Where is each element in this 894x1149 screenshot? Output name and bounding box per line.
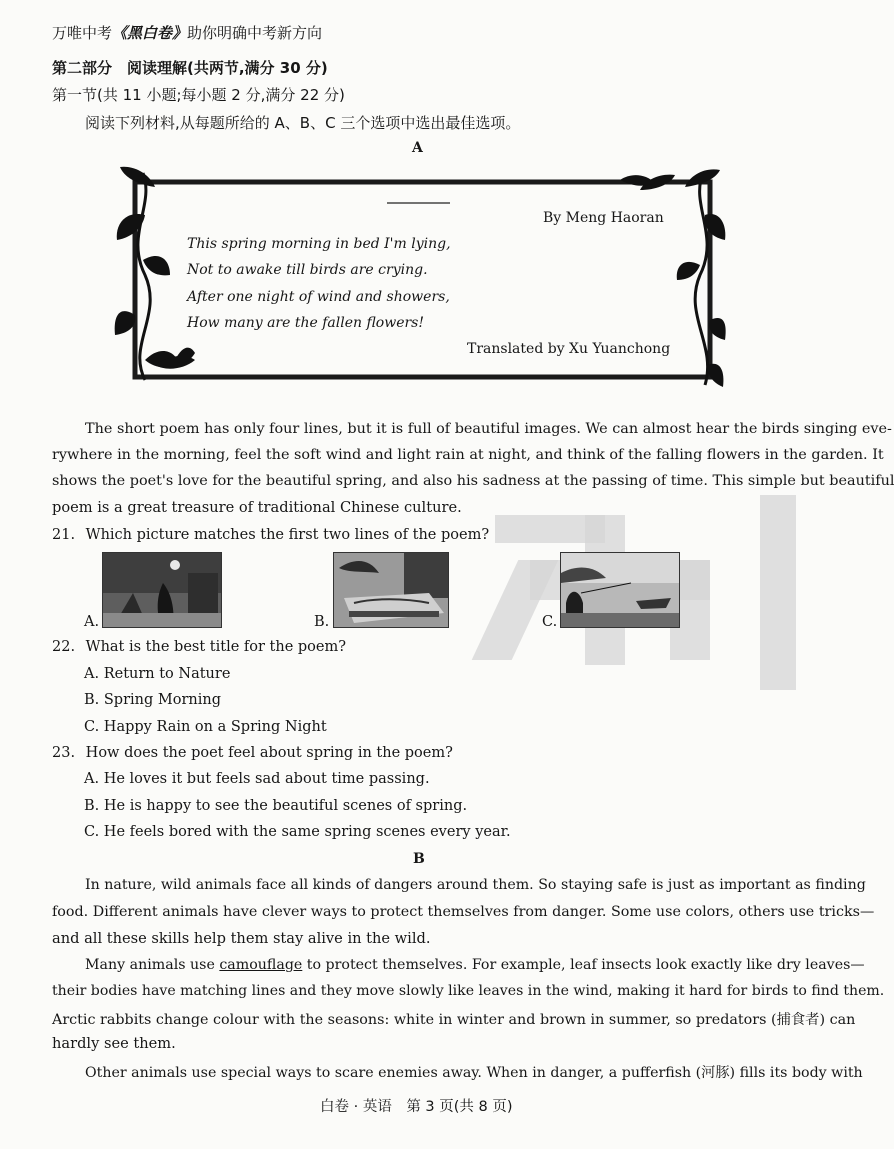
slogan-post: 助你明确中考新方向 [187,24,323,42]
instruction: 阅读下列材料,从每题所给的 A、B、C 三个选项中选出最佳选项。 [85,114,521,132]
p2-text-pre: Many animals use [85,957,220,973]
poem-author: By Meng Haoran [543,210,664,226]
q23-option-b[interactable]: B. He is happy to see the beautiful scenes of spring. [84,798,468,814]
passage-b-p1-line-2: food. Different animals have clever ways to protect themselves from danger. Some use colors, others use tricks— [52,904,875,920]
watermark-bar [760,495,796,690]
p2-text-post: to protect themselves. For example, leaf insects look exactly like dry leaves— [302,957,865,973]
picture-option-a-label[interactable]: A. [84,614,100,630]
passage-b-p3-line-1: Other animals use special ways to scare enemies away. When in danger, a pufferfish (河豚) fills its body with [85,1065,863,1081]
passage-a-label: A [412,140,423,156]
slogan-pre: 万唯中考 [52,24,113,42]
question-21 [52,527,489,543]
poem-translator: Translated by Xu Yuanchong [467,341,671,357]
question-stem: How does the poet feel about spring in the poem? [85,745,453,761]
page-footer: 白卷 · 英语 第 3 页(共 8 页) [320,1099,513,1115]
poem-line-3: After one night of wind and showers, [187,289,450,305]
slogan-book-title: 《黑白卷》 [112,24,188,42]
picture-option-c-label[interactable]: C. [542,614,558,630]
question-number: 22. [52,639,76,655]
camouflage-term: camouflage [219,957,303,973]
passage-b-p2-line-4: hardly see them. [52,1035,176,1052]
q23-option-c[interactable]: C. He feels bored with the same spring scenes every year. [84,824,511,840]
poem-line-1: This spring morning in bed I'm lying, [187,236,451,252]
passage-a-line-2: rywhere in the morning, feel the soft wind and light rain at night, and think of the falling flowers in the garden. It [52,447,884,463]
q22-option-b[interactable]: B. Spring Morning [84,692,221,708]
q22-option-a[interactable]: A. Return to Nature [84,666,231,682]
passage-b-p2-line-3: Arctic rabbits change colour with the seasons: white in winter and brown in summer, so predators (捕食者) can [52,1012,856,1028]
picture-option-b-label[interactable]: B. [314,614,330,630]
passage-a-line-4: poem is a great treasure of traditional Chinese culture. [52,499,462,516]
subsection-title: 第一节(共 11 小题;每小题 2 分,满分 22 分) [52,86,345,104]
part-title: 第二部分 阅读理解(共两节,满分 30 分) [52,59,328,77]
passage-b-p2-line-2: their bodies have matching lines and they move slowly like leaves in the wind, making it hard for birds to find them. [52,983,885,999]
watermark-diag [472,560,559,660]
question-number: 21. [52,527,76,543]
question-23 [52,745,453,761]
passage-a-line-3: shows the poet's love for the beautiful spring, and also his sadness at the passing of time. This simple but beautiful [52,473,894,489]
passage-b-p1-line-3: and all these skills help them stay alive in the wild. [52,930,431,947]
passage-b-p2-line-1 [85,957,865,973]
picture-option-a[interactable] [102,552,222,628]
scene-bed-sleeping-image [334,553,448,627]
question-number: 23. [52,745,76,761]
scene-fisherman-image [561,553,679,627]
question-22 [52,639,346,655]
picture-option-c[interactable] [560,552,680,628]
passage-a-line-1: The short poem has only four lines, but it is full of beautiful images. We can almost hear the birds singing eve- [85,421,892,437]
question-stem: Which picture matches the first two lines of the poem? [85,527,490,543]
q23-option-a[interactable]: A. He loves it but feels sad about time passing. [84,771,430,787]
header-slogan [52,22,322,43]
passage-b-label: B [413,851,425,867]
poem-line-4: How many are the fallen flowers! [187,315,424,331]
passage-b-p1-line-1: In nature, wild animals face all kinds of dangers around them. So staying safe is just as important as finding [85,877,866,893]
picture-option-b[interactable] [333,552,449,628]
poem-line-2: Not to awake till birds are crying. [187,262,428,278]
scene-moon-figure-image [103,553,221,627]
q22-option-c[interactable]: C. Happy Rain on a Spring Night [84,719,327,735]
question-stem: What is the best title for the poem? [85,639,347,655]
